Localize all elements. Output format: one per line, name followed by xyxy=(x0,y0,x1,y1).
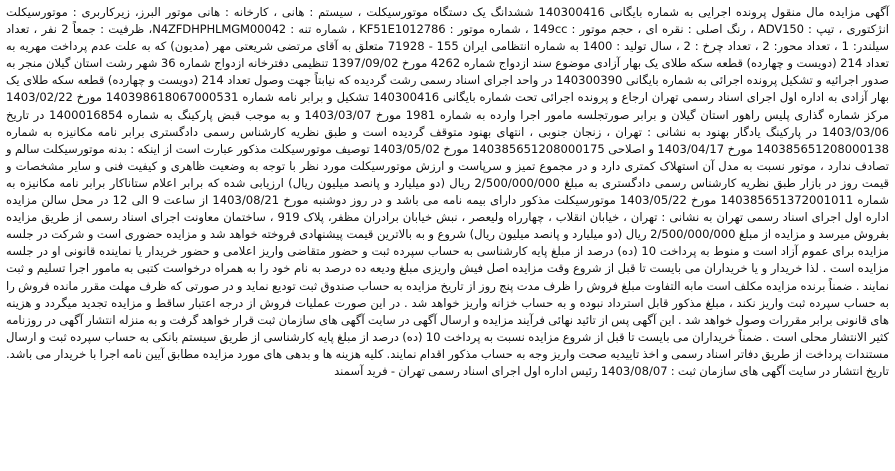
auction-notice-text: آگهی مزایده مال منقول پرونده اجرایی به شماره بایگانی 140300416 ششدانگ یک دستگاه موتورسیکلت ، سیستم : هانی ، کارخانه : هانی موتور البرز، زیرکاربری : موتورسیکلت انژکتوری ، تیپ : ADV150 ، رنگ اصلی : نقره ای ، حجم موتور : 149cc ، شماره موتور : KF51E1012786 ، شماره تنه : N4ZFDHPHLMGM00042، ظرفیت : جمعاً 2 نفر ، تعداد سیلندر: 1 ، تعداد محور: 2 ، تعداد چرخ : 2 ، سال تولید : 1400 به شماره انتظامی ایران 155 - 71928 متعلق به آقای مرتضی شریعتی مهر (مدیون) که به علت عدم پرداخت مهریه به تعداد 214 (دویست و چهارده) قطعه سکه طلای یک بهار آزادی موضوع سند ازدواج شماره 4262 مورخ 1397/09/02 تنظیمی دفترخانه ازدواج شماره 36 شهر رشت استان گیلان منجر به صدور اجرائیه و تشکیل پرونده اجرائی به شماره بایگانی 140300390 در واحد اجرای اسناد رسمی رشت گردیده که نیابتاً جهت وصول تعداد 214 (دویست و چهارده) قطعه سکه طلای یک بهار آزادی به اداره اول اجرای اسناد رسمی تهران ارجاع و پرونده اجرائی تحت شماره بایگانی 140300416 تشکیل و برابر نامه شماره 140398618067000531 مورخ 1403/02/22 مرکز شماره گذاری پلیس راهور استان گیلان و برابر صورتجلسه مامور اجرا وارده به شماره 1981 مورخ 1403/03/07 و به موجب قبض پارکینگ به شماره 1400016854 در تاریخ 1403/03/06 در پارکینگ یادگار بهنود به نشانی : تهران ، زنجان جنوبی ، انتهای بهنود متوقف گردیده است و طبق نظریه کارشناس رسمی دادگستری برابر نامه مکانیزه به شماره 140385651208000138 مورخ 1403/04/17 و اصلاحی 140385651208000175 مورخ 1403/05/02 توصیف موتورسیکلت مذکور عبارت است از اینکه : بدنه موتورسیکلت سالم و تصادف ندارد ، موتور نسبت به مدل آن استهلاک کمتری دارد و در مجموع تمیز و سرپاست و ارزش موتورسیکلت مورد نظر با توجه به وضعیت ظاهری و کیفیت فنی و سایر مشخصات و قیمت روز در بازار طبق نظریه کارشناس رسمی دادگستری به مبلغ 2/500/000/000 ریال (دو میلیارد و پانصد میلیون ریال) ارزیابی شده که برابر اعلام ستاناکار برابر نامه مکانیزه به شماره 140385651372001011 مورخ 1403/05/22 موتورسیکلت مذکور دارای بیمه نامه می باشد و در روز دوشنبه مورخ 1403/08/21 از ساعت 9 الی 12 در محل سالن مزایده اداره اول اجرای اسناد رسمی تهران به نشانی : تهران ، خیابان انقلاب ، چهارراه ولیعصر ، نبش خیابان برادران مظفر، پلاک 919 ، ساختمان معاونت اجرای اسناد رسمی از طریق مزایده بفروش میرسد و مزایده از مبلغ 2/500/000/000 ریال (دو میلیارد و پانصد میلیون ریال) شروع و به بالاترین قیمت پیشنهادی فروخته خواهد شد و مزایده حضوری است و شرکت در جلسه مزایده برای عموم آزاد است و منوط به پرداخت 10 (ده) درصد از مبلغ پایه کارشناسی به حساب سپرده ثبت و حضور متقاضی واریز اعلامی و حضور خریدار یا نماینده قانونی او در جلسه مزایده است . لذا خریدار و یا خریداران می بایست تا قبل از شروع وقت مزایده اصل فیش واریزی مبلغ ودیعه ده درصد به نام خود را به همراه درخواست کتبی به مامور اجرا تسلیم و ثبت نمایند . ضمناً برنده مزایده مکلف است مابه التفاوت مبلغ فروش را ظرف مدت پنج روز از تاریخ مزایده به حساب صندوق ثبت تودیع نماید و در صورتی که ظرف مهلت مقرر مانده فروش را به حساب سپرده ثبت واریز نکند ، مبلغ مذکور قابل استرداد نبوده و به حساب خزانه واریز خواهد شد . در این صورت عملیات فروش از درجه اعتبار ساقط و مزایده تجدید میگردد و هزینه های قانونی برابر مقررات وصول خواهد شد . این آگهی پس از تائید نهائی فرآیند مزایده و ارسال آگهی در سایت آگهی های سازمان ثبت قرار خواهد گرفت و به منزله انتشار آگهی در روزنامه کثیر الانتشار محلی است . ضمناً خریداران می بایست تا قبل از شروع مزایده نسبت به پرداخت 10 (ده) درصد از مبلغ پایه کارشناسی از طریق سیستم بانکی به حساب سپرده ثبت و ارسال مستندات پرداخت از طریق دفاتر اسناد رسمی و اخذ تاییدیه صحت واریز وجه به حساب مذکور اقدام نمایند. کلیه هزینه ها و بدهی های مورد مزایده مطابق آیین نامه اجرا با خریدار می باشد. تاریخ انتشار در سایت آگهی های سازمان ثبت : 1403/08/07 رئیس اداره اول اجرای اسناد رسمی تهران - فرید آسمند xyxy=(6,5,890,378)
